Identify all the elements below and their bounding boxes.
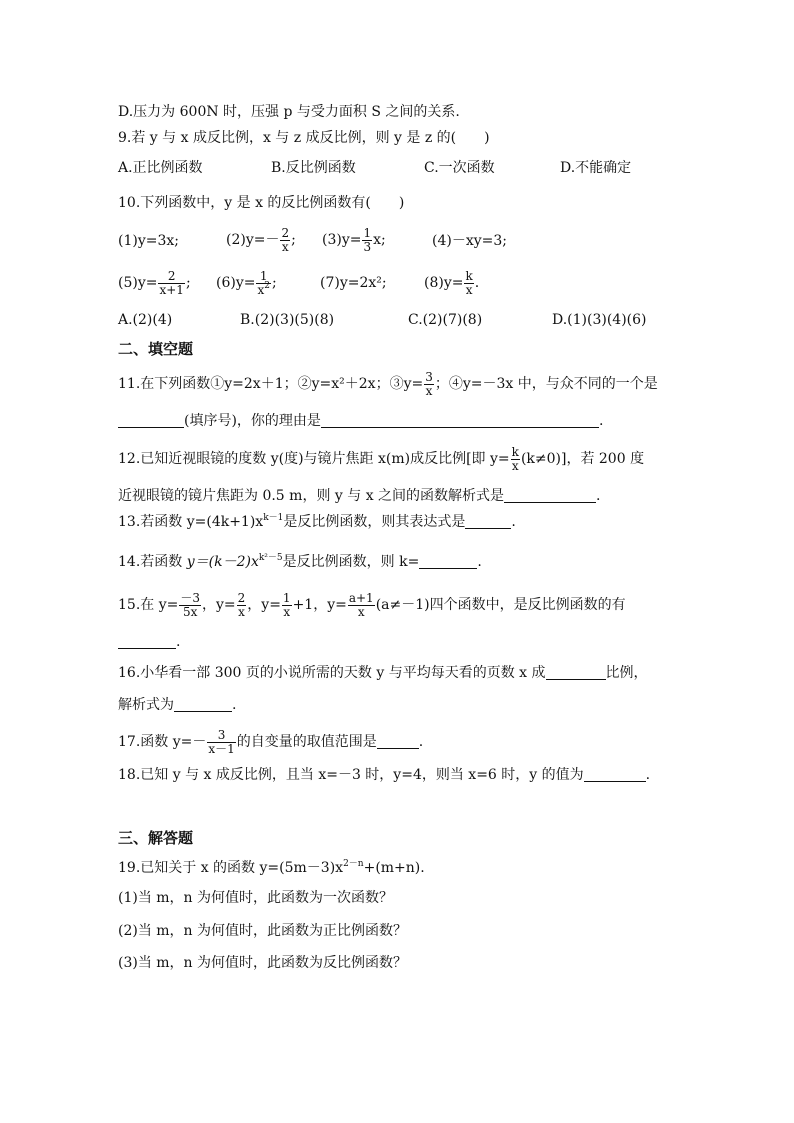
q17-fraction: $\frac{3}{x-1}$ — [208, 727, 235, 756]
q10-item-3-fraction: $\frac{1}{3}$ — [363, 225, 372, 254]
answer-blank[interactable] — [321, 413, 599, 428]
q10-option-c: C.(2)(7)(8) — [408, 312, 483, 328]
section-heading-fill-in: 二、填空题 — [118, 340, 194, 358]
answer-blank[interactable] — [465, 514, 511, 529]
q10-item-8: (8)y= $\frac{k}{x}$ . — [424, 268, 480, 297]
section-heading-solutions: 三、解答题 — [118, 829, 194, 847]
q10-option-d: D.(1)(3)(4)(6) — [552, 312, 647, 328]
q12-fraction: $\frac{k}{x}$ — [511, 444, 519, 473]
q16-line-1: 16.小华看一部 300 页的小说所需的天数 y 与平均每天看的页数 x 成 比例， — [118, 665, 648, 681]
q10-item-6-fraction: $\frac{1}{x^2}$ — [257, 268, 270, 297]
q10-item-2-fraction: $\frac{2}{x}$ — [281, 225, 290, 254]
q19-part-1: (1)当 m，n 为何值时，此函数为一次函数？ — [118, 890, 394, 906]
q15-fraction-3: $\frac{1}{x}$ — [282, 590, 291, 619]
q10-item-5: (5)y= $\frac{2}{x+1}$ ; — [118, 268, 191, 297]
q15-fraction-4: $\frac{a+1}{x}$ — [348, 590, 374, 619]
q18: 18.已知 y 与 x 成反比例，且当 x=－3 时，y=4，则当 x=6 时，y 的值为 . — [118, 767, 651, 783]
answer-blank[interactable] — [118, 413, 184, 428]
q9-option-c: C.一次函数 — [424, 160, 495, 176]
q10-item-7: (7)y=2x²; — [320, 275, 387, 291]
q10-option-b: B.(2)(3)(5)(8) — [240, 312, 335, 328]
q11-line-2: (填序号)，你的理由是 . — [118, 412, 603, 430]
q19-part-3: (3)当 m，n 为何值时，此函数为反比例函数？ — [118, 955, 408, 971]
answer-blank[interactable] — [174, 697, 232, 712]
q10-stem: 10.下列函数中，y 是 x 的反比例函数有( ) — [118, 195, 405, 211]
q9-stem: 9.若 y 与 x 成反比例，x 与 z 成反比例，则 y 是 z 的( ) — [118, 130, 490, 146]
answer-blank[interactable] — [584, 767, 646, 782]
q11-fraction: $\frac{3}{x}$ — [425, 369, 433, 398]
q12-line-2: 近视眼镜的镜片焦距为 0.5 m，则 y 与 x 之间的函数解析式是 . — [118, 488, 601, 504]
q10-item-1: (1)y=3x; — [118, 233, 179, 249]
q19-part-2: (2)当 m，n 为何值时，此函数为正比例函数？ — [118, 923, 408, 939]
q9-option-a: A.正比例函数 — [118, 160, 203, 176]
q11-line-1: 11.在下列函数①y=2x＋1；②y=x²＋2x；③y= $\frac{3}{x}$ ；④y=－3x 中，与众不同的一个是 — [118, 369, 658, 398]
q8-option-d: D.压力为 600N 时，压强 p 与受力面积 S 之间的关系. — [118, 104, 460, 120]
answer-blank[interactable] — [546, 665, 606, 680]
q17: 17.函数 y=－ $\frac{3}{x-1}$ 的自变量的取值范围是 . — [118, 727, 424, 756]
q14-formula: y＝(k－2)x — [186, 554, 259, 570]
q10-item-3: (3)y= $\frac{1}{3}$ x; — [322, 225, 386, 254]
q15-line-1: 15.在 y= $\frac{-3}{5x}$ ，y= $\frac{2}{x}$ ，y= $\frac{1}{x}$ +1，y= $\frac{a+1}{x}$ (a≠－1)四个函数中，是反比例函数的有 — [118, 590, 626, 619]
q15-fraction-2: $\frac{2}{x}$ — [237, 590, 246, 619]
q15-fraction-1: $\frac{-3}{5x}$ — [180, 590, 200, 619]
q10-item-8-fraction: $\frac{k}{x}$ — [465, 268, 473, 297]
answer-blank[interactable] — [118, 634, 176, 649]
q19-stem: 19.已知关于 x 的函数 $y=(5m-3)x^{2-n}+(m+n)$. — [118, 859, 425, 876]
q14: 14.若函数 $y=(k-2)x^{k^2-5}$是反比例函数，则 k= . — [118, 553, 482, 570]
q10-item-2: (2)y=－ $\frac{2}{x}$ ; — [226, 225, 296, 254]
q10-item-4: (4)－xy=3; — [432, 233, 507, 249]
answer-blank[interactable] — [377, 734, 419, 749]
q9-option-b: B.反比例函数 — [271, 160, 356, 176]
q10-item-5-fraction: $\frac{2}{x+1}$ — [159, 268, 184, 297]
answer-blank[interactable] — [419, 554, 477, 569]
q15-line-2: . — [118, 633, 180, 651]
q13: 13.若函数 $y=(4k+1)x^{k-1}$是反比例函数，则其表达式是 . — [118, 513, 516, 530]
q10-option-a: A.(2)(4) — [118, 312, 173, 328]
q16-line-2: 解析式为 . — [118, 697, 237, 713]
q10-item-6: (6)y= $\frac{1}{x^2}$ ; — [216, 268, 277, 297]
q12-line-1: 12.已知近视眼镜的度数 y(度)与镜片焦距 x(m)成反比例[即 y= $\frac{k}{x}$ (k≠0)]，若 200 度 — [118, 444, 645, 473]
q9-option-d: D.不能确定 — [560, 160, 632, 176]
answer-blank[interactable] — [504, 488, 596, 503]
